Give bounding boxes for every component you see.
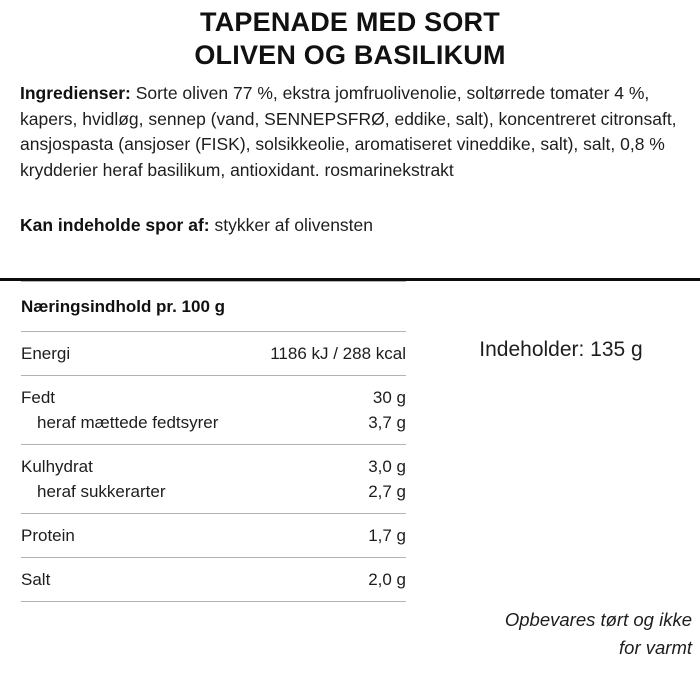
table-row (21, 523, 406, 548)
nutrient-name: heraf sukkerarter (37, 482, 166, 501)
nutrition-group-salt (21, 558, 406, 601)
table-row (21, 410, 406, 435)
nutrient-value: 2,7 g (368, 482, 406, 501)
product-title-line-1: TAPENADE MED SORT (200, 7, 500, 37)
table-row (21, 341, 406, 366)
net-weight-text: Indeholder: 135 g (479, 338, 643, 361)
ingredients-paragraph (20, 81, 688, 183)
storage-instructions (430, 606, 692, 662)
table-row (21, 454, 406, 479)
right-column (430, 281, 692, 700)
allergen-list: stykker af olivensten (209, 215, 374, 236)
nutrition-heading: Næringsindhold pr. 100 g (21, 297, 226, 316)
nutrient-name: Kulhydrat (21, 457, 93, 476)
ingredients-list: Sorte oliven 77 %, ekstra jomfruolivenolie, soltørrede tomater 4 %, kapers, hvidløg, sennep (vand, SENNEPSFRØ, eddike, salt), koncentreret citronsaft, ansjospasta (ansjoser (FISK), solsikkeolie, aromatiseret vineddike, salt), salt, 0,8 % krydderier heraf basilikum, antioxidant. rosmarinekstrakt (20, 83, 677, 180)
table-row (21, 567, 406, 592)
nutrition-group-carbohydrate (21, 445, 406, 513)
nutrition-rule-bottom (21, 601, 406, 602)
nutrient-value: 3,0 g (368, 457, 406, 476)
nutrient-value: 1,7 g (368, 526, 406, 545)
nutrient-value: 2,0 g (368, 570, 406, 589)
nutrition-group-fat (21, 376, 406, 444)
storage-line-1: Opbevares tørt og ikke (504, 609, 692, 630)
ingredients-label: Ingredienser: (20, 83, 131, 103)
nutrition-group-protein (21, 514, 406, 557)
storage-line-2: for varmt (619, 637, 692, 658)
nutrient-name: Fedt (21, 388, 56, 407)
allergen-paragraph (0, 183, 700, 238)
nutrition-group-energy (21, 332, 406, 375)
table-row (21, 479, 406, 504)
nutrient-value: 3,7 g (368, 413, 406, 432)
nutrition-table (21, 281, 406, 602)
table-row (21, 385, 406, 410)
page-title (0, 0, 700, 72)
nutrient-value: 1186 kJ / 288 kcal (270, 344, 406, 363)
nutrient-name: Protein (21, 526, 75, 545)
nutrient-name: Energi (21, 344, 71, 363)
ingredients-block (0, 72, 700, 183)
product-title-line-2: OLIVEN OG BASILIKUM (194, 40, 506, 70)
nutrient-name: Salt (21, 570, 51, 589)
lower-content-area (0, 281, 700, 700)
allergen-label: Kan indeholde spor af: (20, 215, 210, 236)
nutrient-name: heraf mættede fedtsyrer (37, 413, 219, 432)
nutrient-value: 30 g (372, 388, 406, 407)
